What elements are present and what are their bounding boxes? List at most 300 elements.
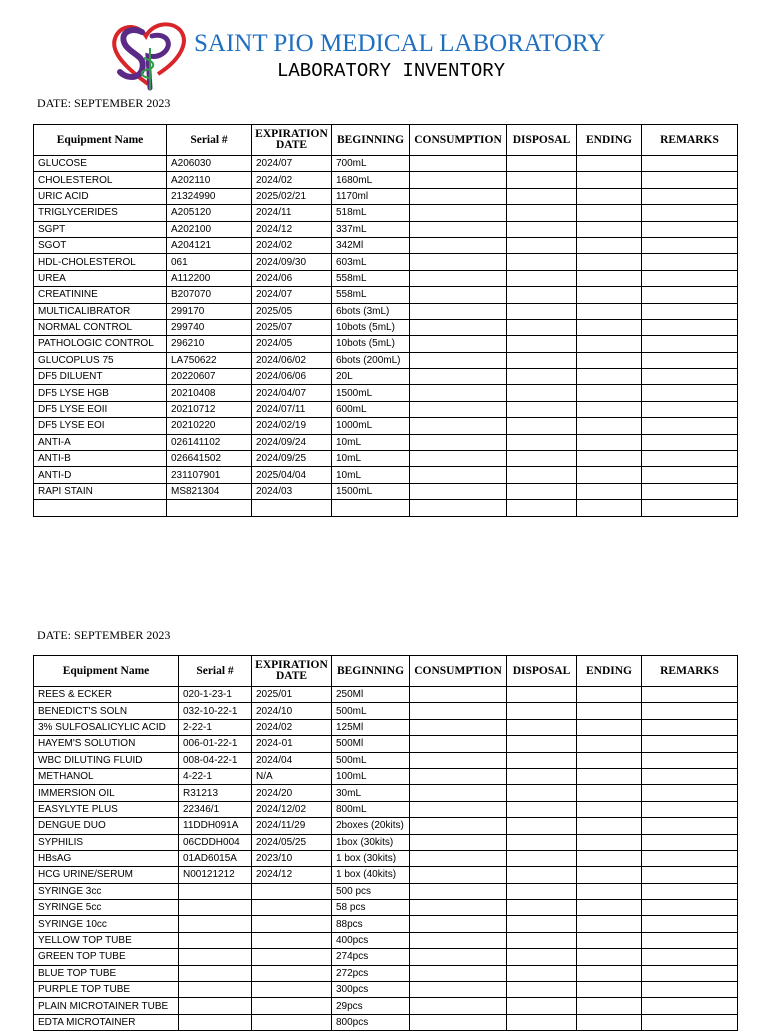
remarks-cell [642,467,738,483]
serial-cell: N00121212 [179,867,252,883]
ending-cell [577,1014,642,1030]
remarks-cell [642,687,738,703]
table-row [34,401,738,417]
consumption-cell [410,369,507,385]
table-row [34,932,738,948]
consumption-cell [410,736,507,752]
consumption-cell [410,883,507,899]
consumption-cell [410,303,507,319]
consumption-cell [410,850,507,866]
equipment-name-cell: ANTI-D [34,467,167,483]
ending-cell [577,785,642,801]
beginning-cell: 700mL [332,156,410,172]
consumption-cell [410,401,507,417]
serial-cell: R31213 [179,785,252,801]
expiration-date-cell: 2023/10 [252,850,332,866]
col-beginning: BEGINNING [332,125,410,156]
consumption-cell [410,467,507,483]
ending-cell [577,205,642,221]
ending-cell [577,385,642,401]
equipment-name-cell: GLUCOSE [34,156,167,172]
table-row [34,237,738,253]
equipment-name-cell: EDTA MICROTAINER [34,1014,179,1030]
beginning-cell: 6bots (3mL) [332,303,410,319]
table-row [34,156,738,172]
expiration-date-cell [252,949,332,965]
remarks-cell [642,156,738,172]
beginning-cell: 10mL [332,467,410,483]
beginning-cell: 500Ml [332,736,410,752]
expiration-date-cell: N/A [252,768,332,784]
beginning-cell: 342Ml [332,237,410,253]
disposal-cell [507,401,577,417]
expiration-date-cell: 2024/09/30 [252,254,332,270]
disposal-cell [507,687,577,703]
consumption-cell [410,752,507,768]
equipment-name-cell: SGPT [34,221,167,237]
remarks-cell [642,900,738,916]
consumption-cell [410,221,507,237]
expiration-date-cell: 2024/11 [252,205,332,221]
remarks-cell [642,188,738,204]
consumption-cell [410,172,507,188]
serial-cell [179,900,252,916]
equipment-name-cell: DF5 LYSE EOI [34,418,167,434]
remarks-cell [642,719,738,735]
table-row [34,752,738,768]
ending-cell [577,287,642,303]
beginning-cell: 337mL [332,221,410,237]
expiration-date-cell: 2024/12/02 [252,801,332,817]
serial-cell: A205120 [167,205,252,221]
col-serial: Serial # [167,125,252,156]
equipment-name-cell: HBsAG [34,850,179,866]
inventory-table-2 [33,655,738,1031]
consumption-cell [410,352,507,368]
ending-cell [577,900,642,916]
serial-cell: 006-01-22-1 [179,736,252,752]
serial-cell: 026141102 [167,434,252,450]
disposal-cell [507,883,577,899]
beginning-cell: 10bots (5mL) [332,319,410,335]
disposal-cell [507,319,577,335]
serial-cell [179,982,252,998]
consumption-cell [410,237,507,253]
remarks-cell [642,982,738,998]
serial-cell [179,883,252,899]
ending-cell [577,818,642,834]
expiration-date-cell: 2024/12 [252,867,332,883]
table-row [34,205,738,221]
beginning-cell: 400pcs [332,932,410,948]
beginning-cell: 274pcs [332,949,410,965]
serial-cell: A206030 [167,156,252,172]
serial-cell: 299170 [167,303,252,319]
ending-cell [577,719,642,735]
expiration-date-cell: 2024/12 [252,221,332,237]
disposal-cell [507,1014,577,1030]
remarks-cell [642,336,738,352]
beginning-cell: 1500mL [332,385,410,401]
remarks-cell [642,1014,738,1030]
beginning-cell: 88pcs [332,916,410,932]
ending-cell [577,221,642,237]
col-remarks: REMARKS [642,125,738,156]
expiration-date-cell: 2024/07/11 [252,401,332,417]
ending-cell [577,172,642,188]
consumption-cell [410,434,507,450]
expiration-date-cell: 2024/04/07 [252,385,332,401]
table-row [34,352,738,368]
table-row [34,818,738,834]
table-row [34,369,738,385]
ending-cell [577,401,642,417]
equipment-name-cell: HAYEM'S SOLUTION [34,736,179,752]
disposal-cell [507,434,577,450]
table-row [34,883,738,899]
remarks-cell [642,818,738,834]
table-row [34,703,738,719]
expiration-date-cell: 2024-01 [252,736,332,752]
serial-cell: 20220607 [167,369,252,385]
serial-cell: 026641502 [167,451,252,467]
remarks-cell [642,867,738,883]
equipment-name-cell: PATHOLOGIC CONTROL [34,336,167,352]
remarks-cell [642,998,738,1014]
equipment-name-cell: NORMAL CONTROL [34,319,167,335]
beginning-cell: 10mL [332,451,410,467]
serial-cell: A202110 [167,172,252,188]
remarks-cell [642,916,738,932]
expiration-date-cell [252,900,332,916]
beginning-cell: 29pcs [332,998,410,1014]
disposal-cell [507,867,577,883]
disposal-cell [507,418,577,434]
remarks-cell [642,401,738,417]
expiration-date-cell: 2024/05/25 [252,834,332,850]
beginning-cell: 600mL [332,401,410,417]
inventory-table-1 [33,124,738,517]
remarks-cell [642,500,738,516]
disposal-cell [507,172,577,188]
table-row [34,451,738,467]
expiration-date-cell: 2025/04/04 [252,467,332,483]
beginning-cell: 518mL [332,205,410,221]
ending-cell [577,237,642,253]
table-row [34,221,738,237]
table-row [34,965,738,981]
remarks-cell [642,768,738,784]
disposal-cell [507,156,577,172]
table-row [34,687,738,703]
remarks-cell [642,254,738,270]
beginning-cell: 100mL [332,768,410,784]
disposal-cell [507,336,577,352]
remarks-cell [642,418,738,434]
disposal-cell [507,932,577,948]
remarks-cell [642,965,738,981]
table-header-row [34,656,738,687]
table-row [34,467,738,483]
remarks-cell [642,319,738,335]
ending-cell [577,916,642,932]
equipment-name-cell: SYRINGE 5cc [34,900,179,916]
disposal-cell [507,949,577,965]
section1-date: DATE: SEPTEMBER 2023 [37,96,171,110]
serial-cell: 2-22-1 [179,719,252,735]
serial-cell: 020-1-23-1 [179,687,252,703]
ending-cell [577,834,642,850]
serial-cell: A204121 [167,237,252,253]
disposal-cell [507,483,577,499]
serial-cell [179,1014,252,1030]
beginning-cell: 500 pcs [332,883,410,899]
expiration-date-cell: 2025/01 [252,687,332,703]
equipment-name-cell: BENEDICT'S SOLN [34,703,179,719]
consumption-cell [410,801,507,817]
serial-cell: A202100 [167,221,252,237]
beginning-cell [332,500,410,516]
equipment-name-cell: MULTICALIBRATOR [34,303,167,319]
disposal-cell [507,736,577,752]
equipment-name-cell: WBC DILUTING FLUID [34,752,179,768]
col-disposal: DISPOSAL [507,125,577,156]
expiration-date-cell: 2024/03 [252,483,332,499]
equipment-name-cell: PURPLE TOP TUBE [34,982,179,998]
expiration-date-cell: 2025/05 [252,303,332,319]
beginning-cell: 300pcs [332,982,410,998]
consumption-cell [410,319,507,335]
serial-cell: MS821304 [167,483,252,499]
consumption-cell [410,270,507,286]
disposal-cell [507,237,577,253]
disposal-cell [507,254,577,270]
beginning-cell: 58 pcs [332,900,410,916]
consumption-cell [410,254,507,270]
disposal-cell [507,900,577,916]
ending-cell [577,998,642,1014]
expiration-date-cell: 2024/10 [252,703,332,719]
serial-cell: 06CDDH004 [179,834,252,850]
col-ending: ENDING [577,125,642,156]
consumption-cell [410,418,507,434]
ending-cell [577,949,642,965]
disposal-cell [507,205,577,221]
equipment-name-cell: REES & ECKER [34,687,179,703]
serial-cell [179,916,252,932]
expiration-date-cell: 2024/04 [252,752,332,768]
table-row [34,500,738,516]
table-row [34,418,738,434]
table-row [34,998,738,1014]
col-beginning: BEGINNING [332,656,410,687]
serial-cell [179,949,252,965]
remarks-cell [642,483,738,499]
consumption-cell [410,949,507,965]
expiration-date-cell: 2024/02 [252,237,332,253]
consumption-cell [410,932,507,948]
remarks-cell [642,834,738,850]
equipment-name-cell: DF5 LYSE HGB [34,385,167,401]
beginning-cell: 500mL [332,752,410,768]
beginning-cell: 800pcs [332,1014,410,1030]
equipment-name-cell: CHOLESTEROL [34,172,167,188]
expiration-date-cell [252,998,332,1014]
ending-cell [577,352,642,368]
expiration-date-cell: 2024/09/25 [252,451,332,467]
disposal-cell [507,965,577,981]
serial-cell: 296210 [167,336,252,352]
beginning-cell: 272pcs [332,965,410,981]
beginning-cell: 1500mL [332,483,410,499]
equipment-name-cell: URIC ACID [34,188,167,204]
consumption-cell [410,287,507,303]
ending-cell [577,483,642,499]
expiration-date-cell [252,965,332,981]
col-remarks: REMARKS [642,656,738,687]
disposal-cell [507,998,577,1014]
expiration-date-cell: 2024/06/02 [252,352,332,368]
consumption-cell [410,998,507,1014]
equipment-name-cell: 3% SULFOSALICYLIC ACID [34,719,179,735]
disposal-cell [507,221,577,237]
serial-cell [167,500,252,516]
ending-cell [577,336,642,352]
lab-name-title: SAINT PIO MEDICAL LABORATORY [194,30,606,57]
ending-cell [577,467,642,483]
table-row [34,785,738,801]
consumption-cell [410,205,507,221]
ending-cell [577,188,642,204]
ending-cell [577,500,642,516]
ending-cell [577,850,642,866]
ending-cell [577,451,642,467]
expiration-date-cell: 2024/02 [252,172,332,188]
col-expiration-date: EXPIRATION DATE [252,125,332,156]
remarks-cell [642,883,738,899]
equipment-name-cell: ANTI-A [34,434,167,450]
remarks-cell [642,287,738,303]
equipment-name-cell: GLUCOPLUS 75 [34,352,167,368]
consumption-cell [410,965,507,981]
table-row [34,834,738,850]
beginning-cell: 20L [332,369,410,385]
table-row [34,270,738,286]
consumption-cell [410,719,507,735]
expiration-date-cell: 2024/06/06 [252,369,332,385]
serial-cell: A112200 [167,270,252,286]
beginning-cell: 1170ml [332,188,410,204]
equipment-name-cell: GREEN TOP TUBE [34,949,179,965]
consumption-cell [410,1014,507,1030]
table-row [34,303,738,319]
beginning-cell: 1box (30kits) [332,834,410,850]
remarks-cell [642,172,738,188]
serial-cell: B207070 [167,287,252,303]
disposal-cell [507,850,577,866]
col-equipment-name: Equipment Name [34,656,179,687]
serial-cell: 231107901 [167,467,252,483]
beginning-cell: 10mL [332,434,410,450]
remarks-cell [642,352,738,368]
table-header-row [34,125,738,156]
beginning-cell: 1 box (40kits) [332,867,410,883]
beginning-cell: 125Ml [332,719,410,735]
equipment-name-cell: IMMERSION OIL [34,785,179,801]
disposal-cell [507,801,577,817]
equipment-name-cell: HCG URINE/SERUM [34,867,179,883]
remarks-cell [642,434,738,450]
table-row [34,949,738,965]
ending-cell [577,768,642,784]
disposal-cell [507,385,577,401]
col-expiration-date: EXPIRATION DATE [252,656,332,687]
beginning-cell: 603mL [332,254,410,270]
remarks-cell [642,270,738,286]
disposal-cell [507,834,577,850]
remarks-cell [642,949,738,965]
ending-cell [577,156,642,172]
consumption-cell [410,385,507,401]
ending-cell [577,736,642,752]
disposal-cell [507,188,577,204]
disposal-cell [507,369,577,385]
serial-cell: 21324990 [167,188,252,204]
serial-cell: 061 [167,254,252,270]
ending-cell [577,254,642,270]
serial-cell: 20210712 [167,401,252,417]
section2-date: DATE: SEPTEMBER 2023 [37,628,171,642]
ending-cell [577,687,642,703]
ending-cell [577,932,642,948]
table-row [34,254,738,270]
serial-cell: 4-22-1 [179,768,252,784]
col-ending: ENDING [577,656,642,687]
serial-cell: 01AD6015A [179,850,252,866]
table-row [34,385,738,401]
beginning-cell: 558mL [332,270,410,286]
ending-cell [577,982,642,998]
disposal-cell [507,719,577,735]
ending-cell [577,270,642,286]
equipment-name-cell: YELLOW TOP TUBE [34,932,179,948]
consumption-cell [410,785,507,801]
disposal-cell [507,785,577,801]
expiration-date-cell [252,1014,332,1030]
table-row [34,1014,738,1030]
remarks-cell [642,932,738,948]
equipment-name-cell: METHANOL [34,768,179,784]
beginning-cell: 500mL [332,703,410,719]
consumption-cell [410,768,507,784]
document-header [0,0,768,95]
ending-cell [577,965,642,981]
table-row [34,801,738,817]
expiration-date-cell [252,883,332,899]
disposal-cell [507,752,577,768]
ending-cell [577,303,642,319]
expiration-date-cell: 2024/07 [252,287,332,303]
equipment-name-cell: BLUE TOP TUBE [34,965,179,981]
consumption-cell [410,500,507,516]
disposal-cell [507,270,577,286]
remarks-cell [642,703,738,719]
remarks-cell [642,785,738,801]
serial-cell [179,932,252,948]
equipment-name-cell: ANTI-B [34,451,167,467]
table-row [34,336,738,352]
consumption-cell [410,834,507,850]
